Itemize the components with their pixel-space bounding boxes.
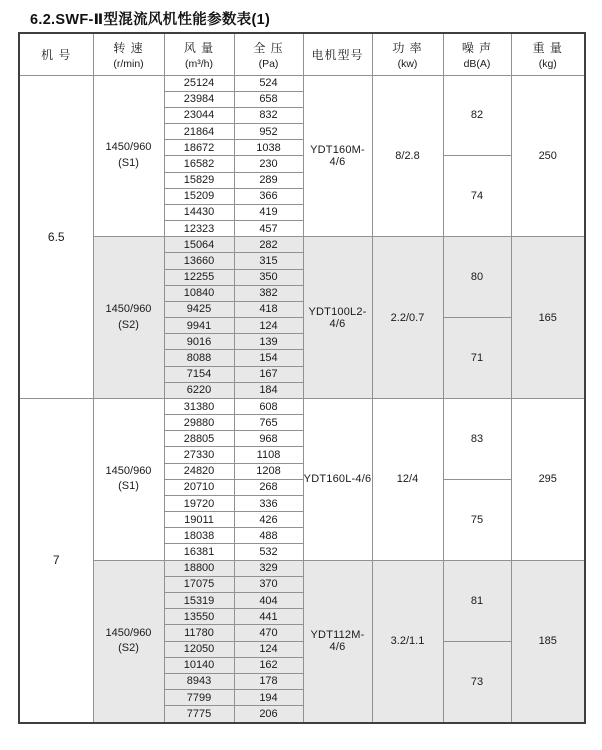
total-pressure-cell: 488 [234, 528, 303, 544]
air-volume-cell: 21864 [164, 124, 234, 140]
air-volume-cell: 10840 [164, 285, 234, 301]
air-volume-cell: 9941 [164, 318, 234, 334]
total-pressure-cell: 350 [234, 269, 303, 285]
total-pressure-cell: 532 [234, 544, 303, 560]
noise-low-cell: 75 [443, 479, 511, 560]
total-pressure-cell: 608 [234, 398, 303, 414]
air-volume-cell: 8943 [164, 673, 234, 689]
motor-model-cell: YDT160M-4/6 [303, 75, 372, 237]
air-volume-cell: 15209 [164, 188, 234, 204]
header-row [19, 33, 585, 75]
air-volume-cell: 12255 [164, 269, 234, 285]
total-pressure-cell: 124 [234, 318, 303, 334]
total-pressure-cell: 832 [234, 107, 303, 123]
weight-cell: 250 [511, 75, 585, 237]
total-pressure-cell: 658 [234, 91, 303, 107]
total-pressure-cell: 765 [234, 415, 303, 431]
air-volume-cell: 14430 [164, 204, 234, 220]
speed-cell [93, 75, 164, 237]
speed-value: 1450/960 [105, 303, 152, 316]
total-pressure-cell: 524 [234, 75, 303, 91]
air-volume-cell: 18800 [164, 560, 234, 576]
total-pressure-cell: 282 [234, 237, 303, 253]
motor-model-cell: YDT112M-4/6 [303, 560, 372, 723]
air-volume-cell: 18672 [164, 140, 234, 156]
speed-value: 1450/960 [105, 626, 152, 639]
noise-high-cell: 83 [443, 398, 511, 479]
table-row [19, 75, 585, 91]
weight-cell: 295 [511, 398, 585, 560]
air-volume-cell: 16582 [164, 156, 234, 172]
header-unit: dB(A) [463, 57, 491, 70]
total-pressure-cell: 457 [234, 221, 303, 237]
total-pressure-cell: 184 [234, 382, 303, 398]
motor-model-cell: YDT100L2-4/6 [303, 237, 372, 399]
air-volume-cell: 7799 [164, 690, 234, 706]
header-noise [443, 33, 511, 75]
header-unit: (r/min) [113, 57, 144, 70]
table-row [19, 560, 585, 576]
speed-cell [93, 560, 164, 723]
speed-note: (S2) [118, 642, 139, 655]
speed-note: (S1) [118, 480, 139, 493]
total-pressure-cell: 418 [234, 301, 303, 317]
air-volume-cell: 7154 [164, 366, 234, 382]
air-volume-cell: 15064 [164, 237, 234, 253]
total-pressure-cell: 329 [234, 560, 303, 576]
header-speed [93, 33, 164, 75]
noise-low-cell: 71 [443, 318, 511, 399]
air-volume-cell: 11780 [164, 625, 234, 641]
air-volume-cell: 12323 [164, 221, 234, 237]
total-pressure-cell: 178 [234, 673, 303, 689]
speed-note: (S1) [118, 156, 139, 169]
total-pressure-cell: 230 [234, 156, 303, 172]
total-pressure-cell: 194 [234, 690, 303, 706]
header-label: 功 率 [392, 40, 423, 55]
air-volume-cell: 13660 [164, 253, 234, 269]
header-label: 噪 声 [461, 40, 493, 55]
header-total-pressure [234, 33, 303, 75]
air-volume-cell: 28805 [164, 431, 234, 447]
total-pressure-cell: 470 [234, 625, 303, 641]
air-volume-cell: 13550 [164, 609, 234, 625]
air-volume-cell: 23044 [164, 107, 234, 123]
header-label: 转 速 [113, 40, 144, 55]
header-label: 风 量 [183, 40, 215, 55]
weight-cell: 185 [511, 560, 585, 723]
total-pressure-cell: 366 [234, 188, 303, 204]
header-air-volume [164, 33, 234, 75]
air-volume-cell: 9016 [164, 334, 234, 350]
air-volume-cell: 18038 [164, 528, 234, 544]
total-pressure-cell: 167 [234, 366, 303, 382]
machine-no-cell: 7 [19, 398, 93, 723]
total-pressure-cell: 441 [234, 609, 303, 625]
air-volume-cell: 19720 [164, 495, 234, 511]
total-pressure-cell: 370 [234, 576, 303, 592]
header-power [372, 33, 443, 75]
table-header [19, 33, 585, 75]
header-machine-no [19, 33, 93, 75]
air-volume-cell: 29880 [164, 415, 234, 431]
header-motor-model [303, 33, 372, 75]
total-pressure-cell: 1038 [234, 140, 303, 156]
total-pressure-cell: 419 [234, 204, 303, 220]
noise-high-cell: 80 [443, 237, 511, 318]
total-pressure-cell: 162 [234, 657, 303, 673]
header-label: 电机型号 [311, 47, 364, 62]
power-cell: 8/2.8 [372, 75, 443, 237]
air-volume-cell: 17075 [164, 576, 234, 592]
speed-value: 1450/960 [105, 464, 152, 477]
total-pressure-cell: 154 [234, 350, 303, 366]
machine-no-cell: 6.5 [19, 75, 93, 398]
table-row [19, 398, 585, 414]
air-volume-cell: 19011 [164, 512, 234, 528]
page-title: 6.2.SWF-Ⅱ型混流风机性能参数表(1) [30, 12, 271, 28]
air-volume-cell: 27330 [164, 447, 234, 463]
total-pressure-cell: 206 [234, 706, 303, 723]
air-volume-cell: 15829 [164, 172, 234, 188]
total-pressure-cell: 139 [234, 334, 303, 350]
total-pressure-cell: 968 [234, 431, 303, 447]
power-cell: 12/4 [372, 398, 443, 560]
performance-table [18, 32, 586, 724]
air-volume-cell: 6220 [164, 382, 234, 398]
total-pressure-cell: 382 [234, 285, 303, 301]
speed-note: (S2) [118, 318, 139, 331]
noise-high-cell: 81 [443, 560, 511, 641]
total-pressure-cell: 336 [234, 495, 303, 511]
motor-model-cell: YDT160L-4/6 [303, 398, 372, 560]
table-row [19, 237, 585, 253]
air-volume-cell: 15319 [164, 593, 234, 609]
noise-low-cell: 74 [443, 156, 511, 237]
speed-value: 1450/960 [105, 141, 152, 154]
header-unit: (kw) [397, 57, 418, 70]
table-body [19, 75, 585, 723]
air-volume-cell: 9425 [164, 301, 234, 317]
speed-cell [93, 398, 164, 560]
total-pressure-cell: 315 [234, 253, 303, 269]
header-label: 机 号 [41, 47, 72, 62]
air-volume-cell: 25124 [164, 75, 234, 91]
noise-high-cell: 82 [443, 75, 511, 156]
air-volume-cell: 16381 [164, 544, 234, 560]
total-pressure-cell: 268 [234, 479, 303, 495]
air-volume-cell: 31380 [164, 398, 234, 414]
header-label: 全 压 [253, 40, 284, 55]
power-cell: 2.2/0.7 [372, 237, 443, 399]
total-pressure-cell: 1108 [234, 447, 303, 463]
air-volume-cell: 24820 [164, 463, 234, 479]
header-unit: (Pa) [258, 57, 279, 70]
air-volume-cell: 23984 [164, 91, 234, 107]
total-pressure-cell: 289 [234, 172, 303, 188]
header-weight [511, 33, 585, 75]
header-unit: (kg) [538, 57, 557, 70]
total-pressure-cell: 404 [234, 593, 303, 609]
air-volume-cell: 8088 [164, 350, 234, 366]
header-unit: (m³/h) [185, 57, 213, 70]
total-pressure-cell: 1208 [234, 463, 303, 479]
air-volume-cell: 20710 [164, 479, 234, 495]
weight-cell: 165 [511, 237, 585, 399]
noise-low-cell: 73 [443, 641, 511, 723]
total-pressure-cell: 426 [234, 512, 303, 528]
total-pressure-cell: 124 [234, 641, 303, 657]
total-pressure-cell: 952 [234, 124, 303, 140]
power-cell: 3.2/1.1 [372, 560, 443, 723]
air-volume-cell: 10140 [164, 657, 234, 673]
air-volume-cell: 7775 [164, 706, 234, 723]
speed-cell [93, 237, 164, 399]
air-volume-cell: 12050 [164, 641, 234, 657]
header-label: 重 量 [532, 40, 563, 55]
